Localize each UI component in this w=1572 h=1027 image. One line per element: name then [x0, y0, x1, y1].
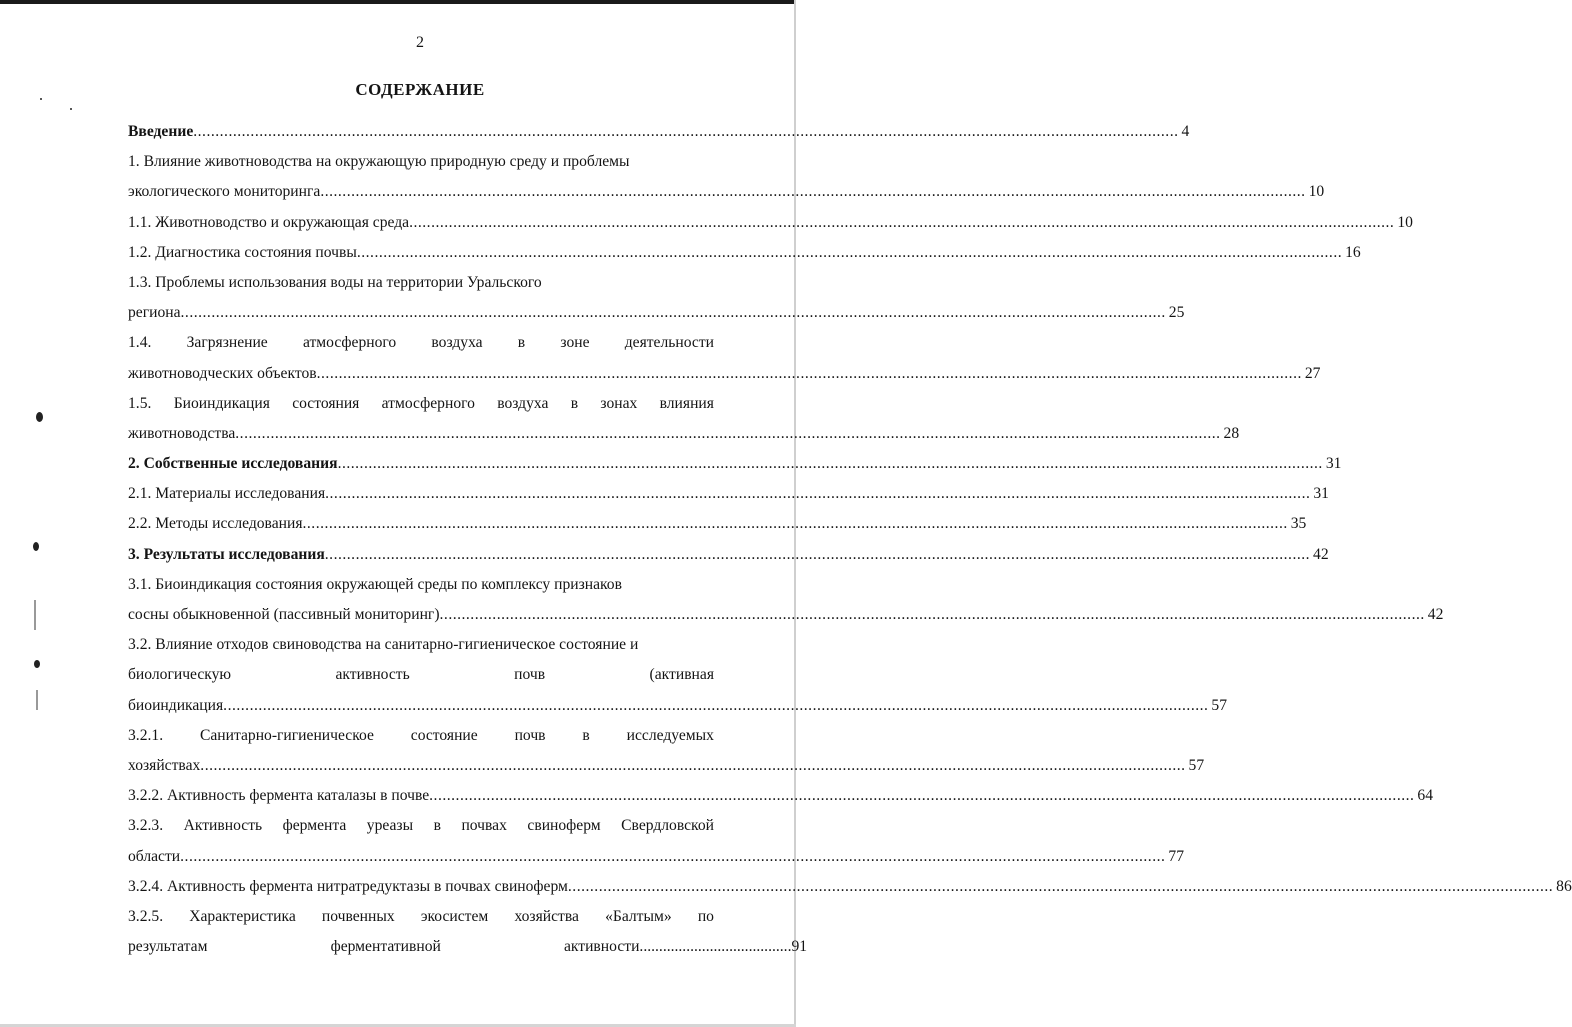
toc-page: 42 — [1313, 545, 1329, 563]
toc-entry-2-1 — [128, 479, 1329, 509]
toc-entry-1-5-line2 — [128, 419, 1240, 449]
toc-page: 4 — [1181, 123, 1190, 140]
toc-label: сосны обыкновенной (пассивный мониторинг) — [128, 606, 440, 623]
toc-page: 57 — [1211, 696, 1228, 714]
toc-word: атмосферного — [381, 394, 475, 412]
page-top-edge — [0, 0, 796, 4]
toc-word: экосистем — [420, 907, 489, 925]
toc-label: региона — [128, 304, 181, 322]
toc-label: 2.1. Материалы исследования — [128, 485, 326, 503]
toc-word: 3.2.5. — [128, 907, 164, 925]
leader-dots — [357, 238, 1342, 268]
toc-entry-3-2-line2 — [128, 660, 714, 690]
toc-word: в — [570, 394, 579, 412]
toc-page: 77 — [1168, 847, 1184, 865]
toc-entry-3-2-line1: 3.2. Влияние отходов свиноводства на санитарно-гигиеническое состояние и — [128, 636, 639, 654]
toc-word: Активность — [183, 817, 263, 835]
toc-word: активности — [563, 938, 640, 956]
leader-dots — [235, 419, 1220, 449]
toc-page: 31 — [1313, 485, 1329, 503]
leader-dots — [200, 751, 1185, 781]
toc-word: состояние — [410, 726, 478, 744]
toc-entry-1-5-line1 — [128, 389, 714, 419]
toc-word: фермента — [282, 817, 347, 835]
toc-word: почвенных — [321, 907, 395, 925]
toc-entry-1-4-line1 — [128, 328, 714, 358]
toc-page: 10 — [1397, 213, 1413, 231]
toc-label: хозяйствах — [128, 756, 201, 774]
toc-word: в — [433, 817, 441, 835]
toc-word: в — [582, 726, 590, 744]
leader-dots — [568, 872, 1553, 902]
toc-label: 3.2.2. Активность фермента каталазы в почве — [128, 787, 430, 805]
toc-entry-3-2-4 — [128, 872, 1572, 902]
toc-word: 1.4. — [128, 334, 152, 352]
scan-speck — [34, 600, 36, 630]
toc-word: воздуха — [431, 334, 483, 352]
toc-entry-3-2-1-line1 — [128, 721, 714, 751]
toc-entry-3-2-2 — [128, 781, 1433, 811]
toc-page: 31 — [1325, 455, 1342, 473]
toc-word: 3.2.1. — [128, 726, 164, 744]
toc-word: состояния — [292, 394, 360, 412]
leader-dots — [338, 449, 1323, 479]
toc-word: активность — [335, 666, 410, 684]
leader-dots — [325, 540, 1310, 570]
toc-word: деятельности — [624, 334, 714, 352]
scan-speck — [36, 412, 43, 422]
toc-page: 35 — [1290, 515, 1307, 533]
toc-word: воздуха — [497, 394, 549, 412]
toc-word: 1.5. — [128, 394, 152, 412]
toc-entry-1-2 — [128, 238, 1361, 268]
toc-page: 57 — [1188, 756, 1205, 774]
toc-label: экологического мониторинга — [128, 183, 321, 201]
leader-dots — [320, 177, 1305, 207]
scan-speck — [36, 690, 38, 710]
toc-word: ферментативной — [330, 938, 441, 956]
toc-word: свиноферм — [527, 817, 601, 835]
toc-entry-1-4-line2 — [128, 359, 1321, 389]
leader-dots — [303, 509, 1288, 539]
toc-label: 2.2. Методы исследования — [128, 515, 303, 533]
toc-page: 27 — [1304, 364, 1321, 382]
toc-entry-3-1-line1: 3.1. Биоиндикация состояния окружающей среды по комплексу признаков — [128, 575, 622, 593]
toc-page: 10 — [1308, 183, 1325, 201]
toc-word: по — [697, 907, 714, 925]
toc-word: результатам — [128, 938, 208, 956]
toc-entry-1-line1: 1. Влияние животноводства на окружающую природную среду и проблемы — [128, 153, 630, 171]
toc-label: животноводческих объектов — [128, 364, 317, 382]
toc-word: биологическую — [128, 666, 232, 684]
toc-word: 3.2.3. — [128, 817, 164, 835]
toc-last-word-with-page — [563, 932, 808, 962]
toc-word: влияния — [659, 394, 714, 412]
toc-entry-3-2-1-line2 — [128, 751, 1205, 781]
leader-dots — [409, 208, 1394, 238]
table-of-contents — [128, 117, 1572, 962]
toc-entry-1-1 — [128, 208, 1413, 238]
toc-entry-1-3-line1: 1.3. Проблемы использования воды на территории Уральского — [128, 273, 542, 291]
toc-page: 86 — [1556, 877, 1572, 895]
toc-word: зоне — [560, 334, 590, 352]
toc-label: животноводства — [128, 424, 236, 442]
toc-label: области — [128, 847, 181, 865]
leader-dots — [181, 298, 1166, 328]
toc-page: 28 — [1223, 424, 1240, 442]
scan-speck — [34, 660, 40, 668]
toc-entry-3-2-3-line1 — [128, 811, 714, 841]
toc-word: атмосферного — [302, 334, 397, 352]
toc-entry-1-3-line2 — [128, 298, 1185, 328]
toc-page: 91 — [791, 938, 808, 956]
toc-word: Загрязнение — [186, 334, 268, 352]
toc-entry-3-2-line3 — [128, 691, 1228, 721]
toc-label: 2. Собственные исследования — [128, 455, 338, 473]
toc-word: зонах — [600, 394, 638, 412]
toc-page: 16 — [1345, 243, 1361, 261]
page-number: 2 — [416, 34, 424, 51]
toc-word: исследуемых — [626, 726, 714, 744]
toc-word: (активная — [649, 666, 714, 684]
toc-word: Санитарно-гигиеническое — [199, 726, 374, 744]
leader-dots — [317, 359, 1302, 389]
page-title: СОДЕРЖАНИЕ — [355, 80, 485, 99]
leader-dots — [223, 691, 1208, 721]
toc-label: 3.2.4. Активность фермента нитратредуктазы в почвах свиноферм — [128, 877, 568, 895]
toc-word: Характеристика — [189, 907, 296, 925]
toc-label: 1.1. Животноводство и окружающая среда — [128, 213, 410, 231]
toc-label: 1.2. Диагностика состояния почвы — [128, 243, 357, 261]
toc-entry-1-line2 — [128, 177, 1325, 207]
toc-label: биоиндикация — [128, 696, 224, 714]
toc-entry-3 — [128, 540, 1329, 570]
toc-entry-2 — [128, 449, 1342, 479]
toc-page: 42 — [1427, 606, 1444, 623]
leader-dots — [429, 781, 1414, 811]
toc-entry-2-2 — [128, 509, 1307, 539]
toc-word: почв — [514, 726, 546, 744]
scan-speck — [70, 108, 72, 110]
toc-word: «Балтым» — [605, 907, 672, 925]
toc-word: Свердловской — [621, 817, 714, 835]
toc-page: 64 — [1417, 787, 1433, 805]
toc-label: Введение — [128, 123, 194, 140]
toc-entry-intro — [128, 117, 1190, 147]
toc-word: в — [517, 334, 526, 352]
toc-entry-3-2-5-line1 — [128, 902, 714, 932]
toc-word: почвах — [461, 817, 507, 835]
leader-dots — [193, 117, 1178, 147]
leader-dots — [180, 842, 1165, 872]
toc-word: Биоиндикация — [173, 394, 270, 412]
toc-page: 25 — [1168, 304, 1185, 322]
toc-entry-3-2-5-line2 — [128, 932, 808, 962]
leader-dots — [325, 479, 1310, 509]
toc-entry-3-1-line2 — [128, 600, 1444, 630]
leader-dots: ....................................... — [639, 938, 792, 956]
toc-word: почв — [514, 666, 546, 684]
toc-label: 3. Результаты исследования — [128, 545, 325, 563]
toc-entry-3-2-3-line2 — [128, 842, 1184, 872]
toc-word: уреазы — [366, 817, 414, 835]
toc-word: хозяйства — [514, 907, 579, 925]
leader-dots — [440, 600, 1425, 630]
scan-speck — [33, 542, 39, 551]
